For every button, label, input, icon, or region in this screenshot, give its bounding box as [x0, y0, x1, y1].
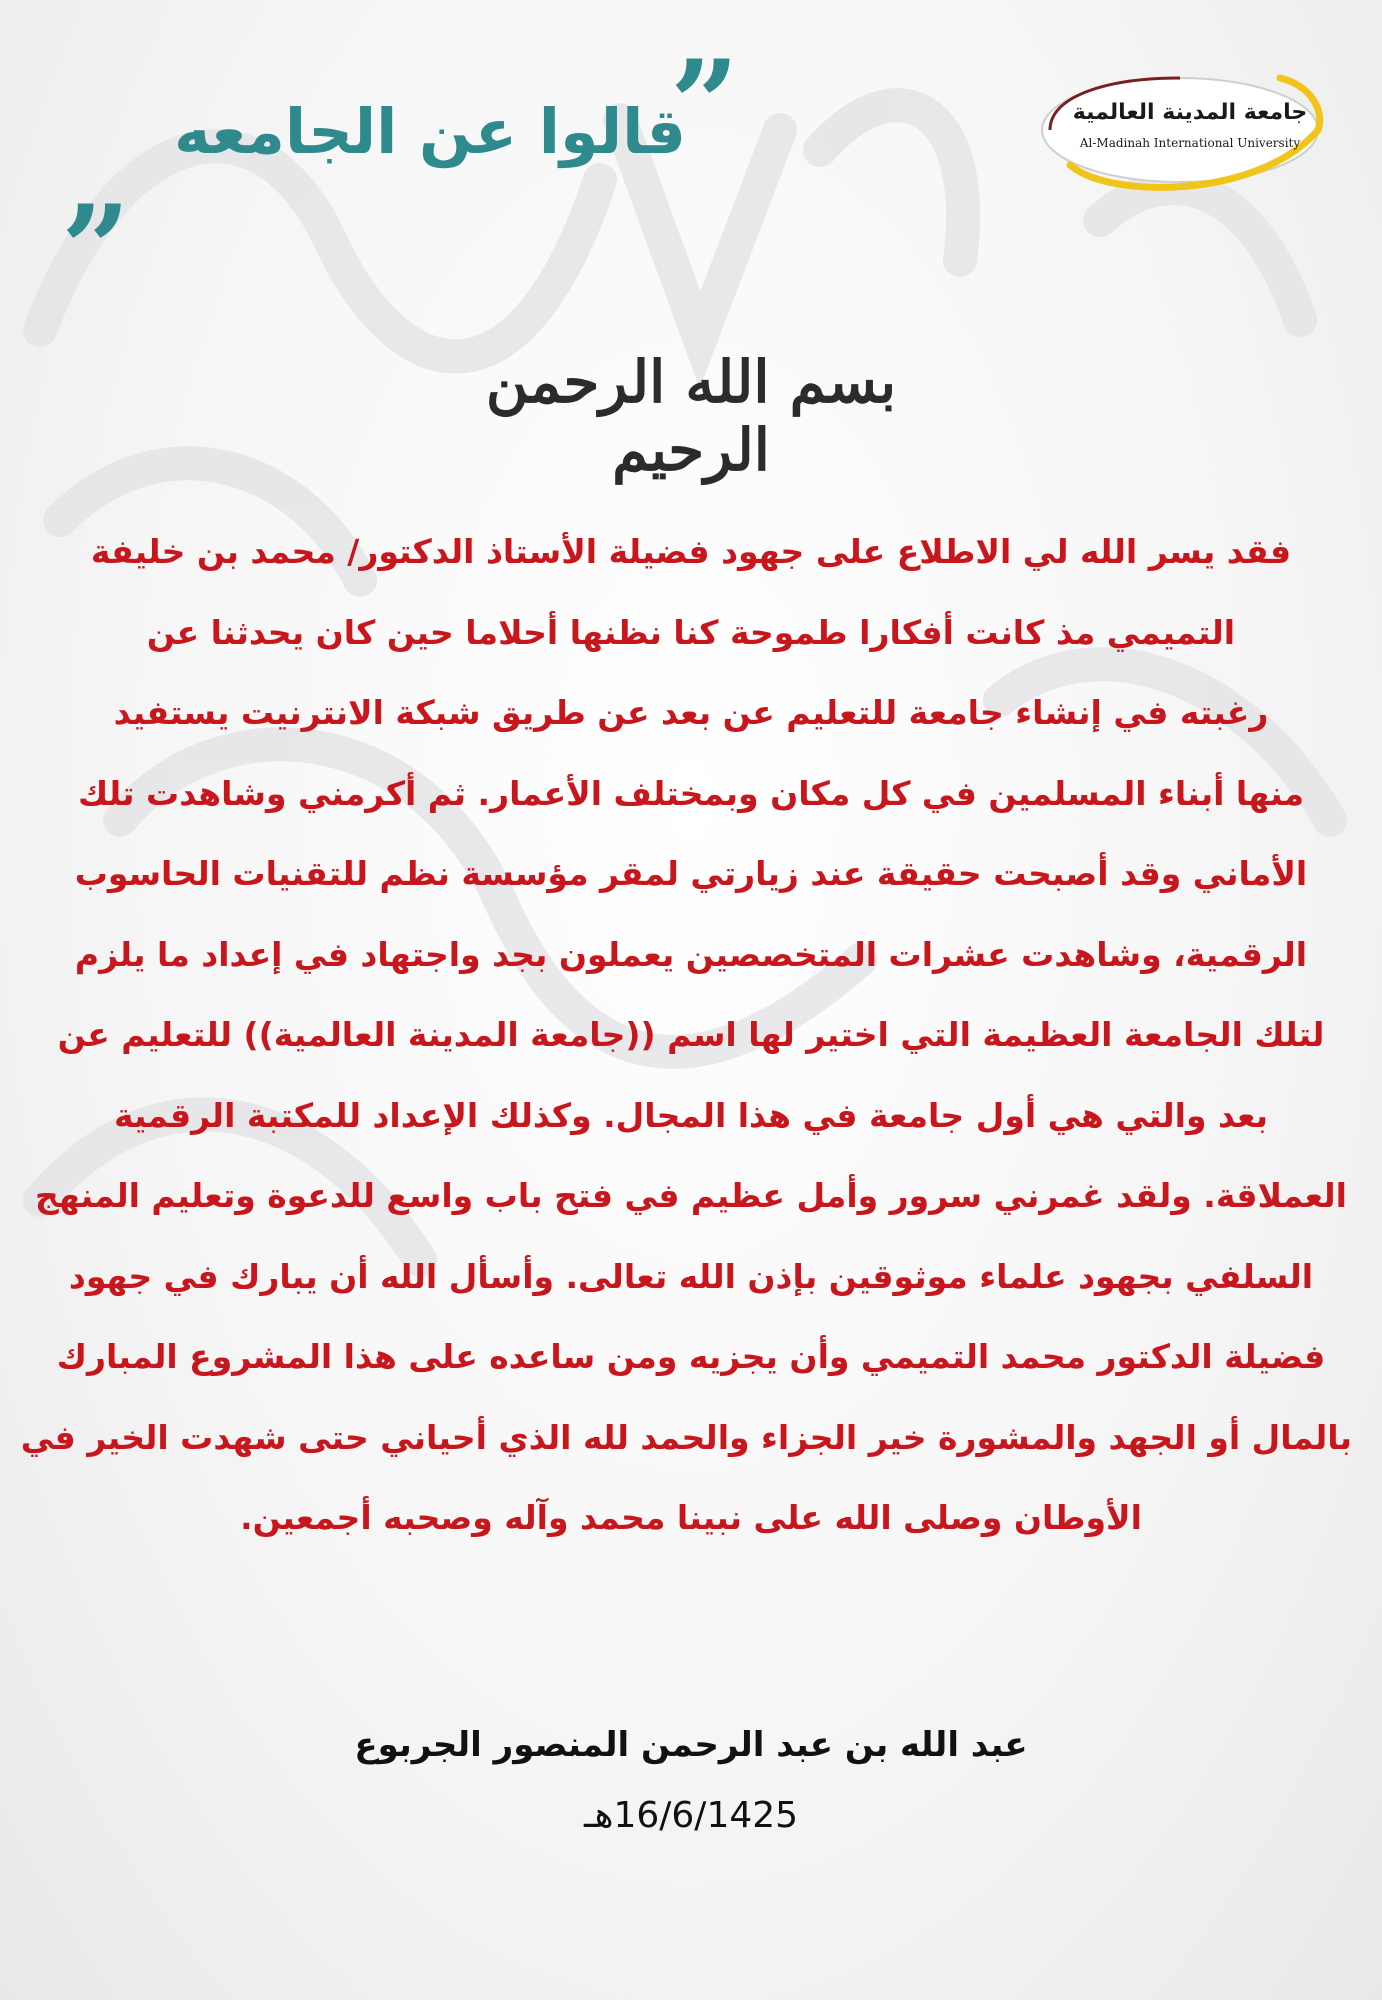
logo-arabic-name: جامعة المدينة العالمية [1072, 100, 1308, 125]
body-line: العملاقة. ولقد غمرني سرور وأمل عظيم في فتح باب واسع للدعوة وتعليم المنهج [35, 1176, 1347, 1215]
body-line: السلفي بجهود علماء موثوقين بإذن الله تعالى. وأسأل الله أن يبارك في جهود [68, 1256, 1314, 1296]
body-line: فقد يسر الله لي الاطلاع على جهود فضيلة الأستاذ الدكتور/ محمد بن خليفة [90, 532, 1292, 571]
logo-ring-icon [1030, 70, 1330, 200]
body-line: فضيلة الدكتور محمد التميمي وأن يجزيه ومن ساعده على هذا المشروع المبارك [56, 1337, 1326, 1376]
body-line: منها أبناء المسلمين في كل مكان وبمختلف الأعمار. ثم أكرمني وشاهدت تلك [77, 773, 1305, 813]
body-line: الأوطان وصلى الله على نبينا محمد وآله وصحبه أجمعين. [240, 1498, 1142, 1537]
basmala-heading [400, 318, 982, 484]
signature-name: عبد الله بن عبد الرحمن المنصور الجربوع [354, 1725, 1028, 1765]
logo-english-name: Al-Madinah International University [1079, 136, 1301, 150]
page-title: قالوا عن الجامعه [173, 95, 687, 168]
header-title-block [60, 34, 760, 261]
body-line: التميمي مذ كانت أفكارا طموحة كنا نظنها أحلاما حين كان يحدثنا عن [146, 612, 1236, 652]
body-line: الأماني وقد أصبحت حقيقة عند زيارتي لمقر مؤسسة نظم للتقنيات الحاسوب [74, 854, 1308, 893]
body-line: رغبته في إنشاء جامعة للتعليم عن بعد عن طريق شبكة الانترنيت يستفيد [113, 693, 1269, 732]
open-quote-mark: “ [60, 120, 130, 261]
signature-date: 16/6/1425هـ [583, 1795, 799, 1836]
basmala-text: بسم الله الرحمن الرحيم [485, 348, 897, 484]
body-line: الرقمية، وشاهدت عشرات المتخصصين يعملون بجد واجتهاد في إعداد ما يلزم [74, 934, 1308, 974]
body-line: لتلك الجامعة العظيمة التي اختير لها اسم ((جامعة المدينة العالمية)) للتعليم عن [57, 1015, 1325, 1054]
body-line: بالمال أو الجهد والمشورة خير الجزاء والحمد لله الذي أحياني حتى شهدت الخير في [20, 1417, 1352, 1457]
testimonial-body [20, 512, 1352, 1559]
university-logo [1030, 70, 1330, 200]
close-quote-mark: ” [670, 34, 740, 175]
body-line: بعد والتي هي أول جامعة في هذا المجال. وكذلك الإعداد للمكتبة الرقمية [113, 1095, 1269, 1135]
